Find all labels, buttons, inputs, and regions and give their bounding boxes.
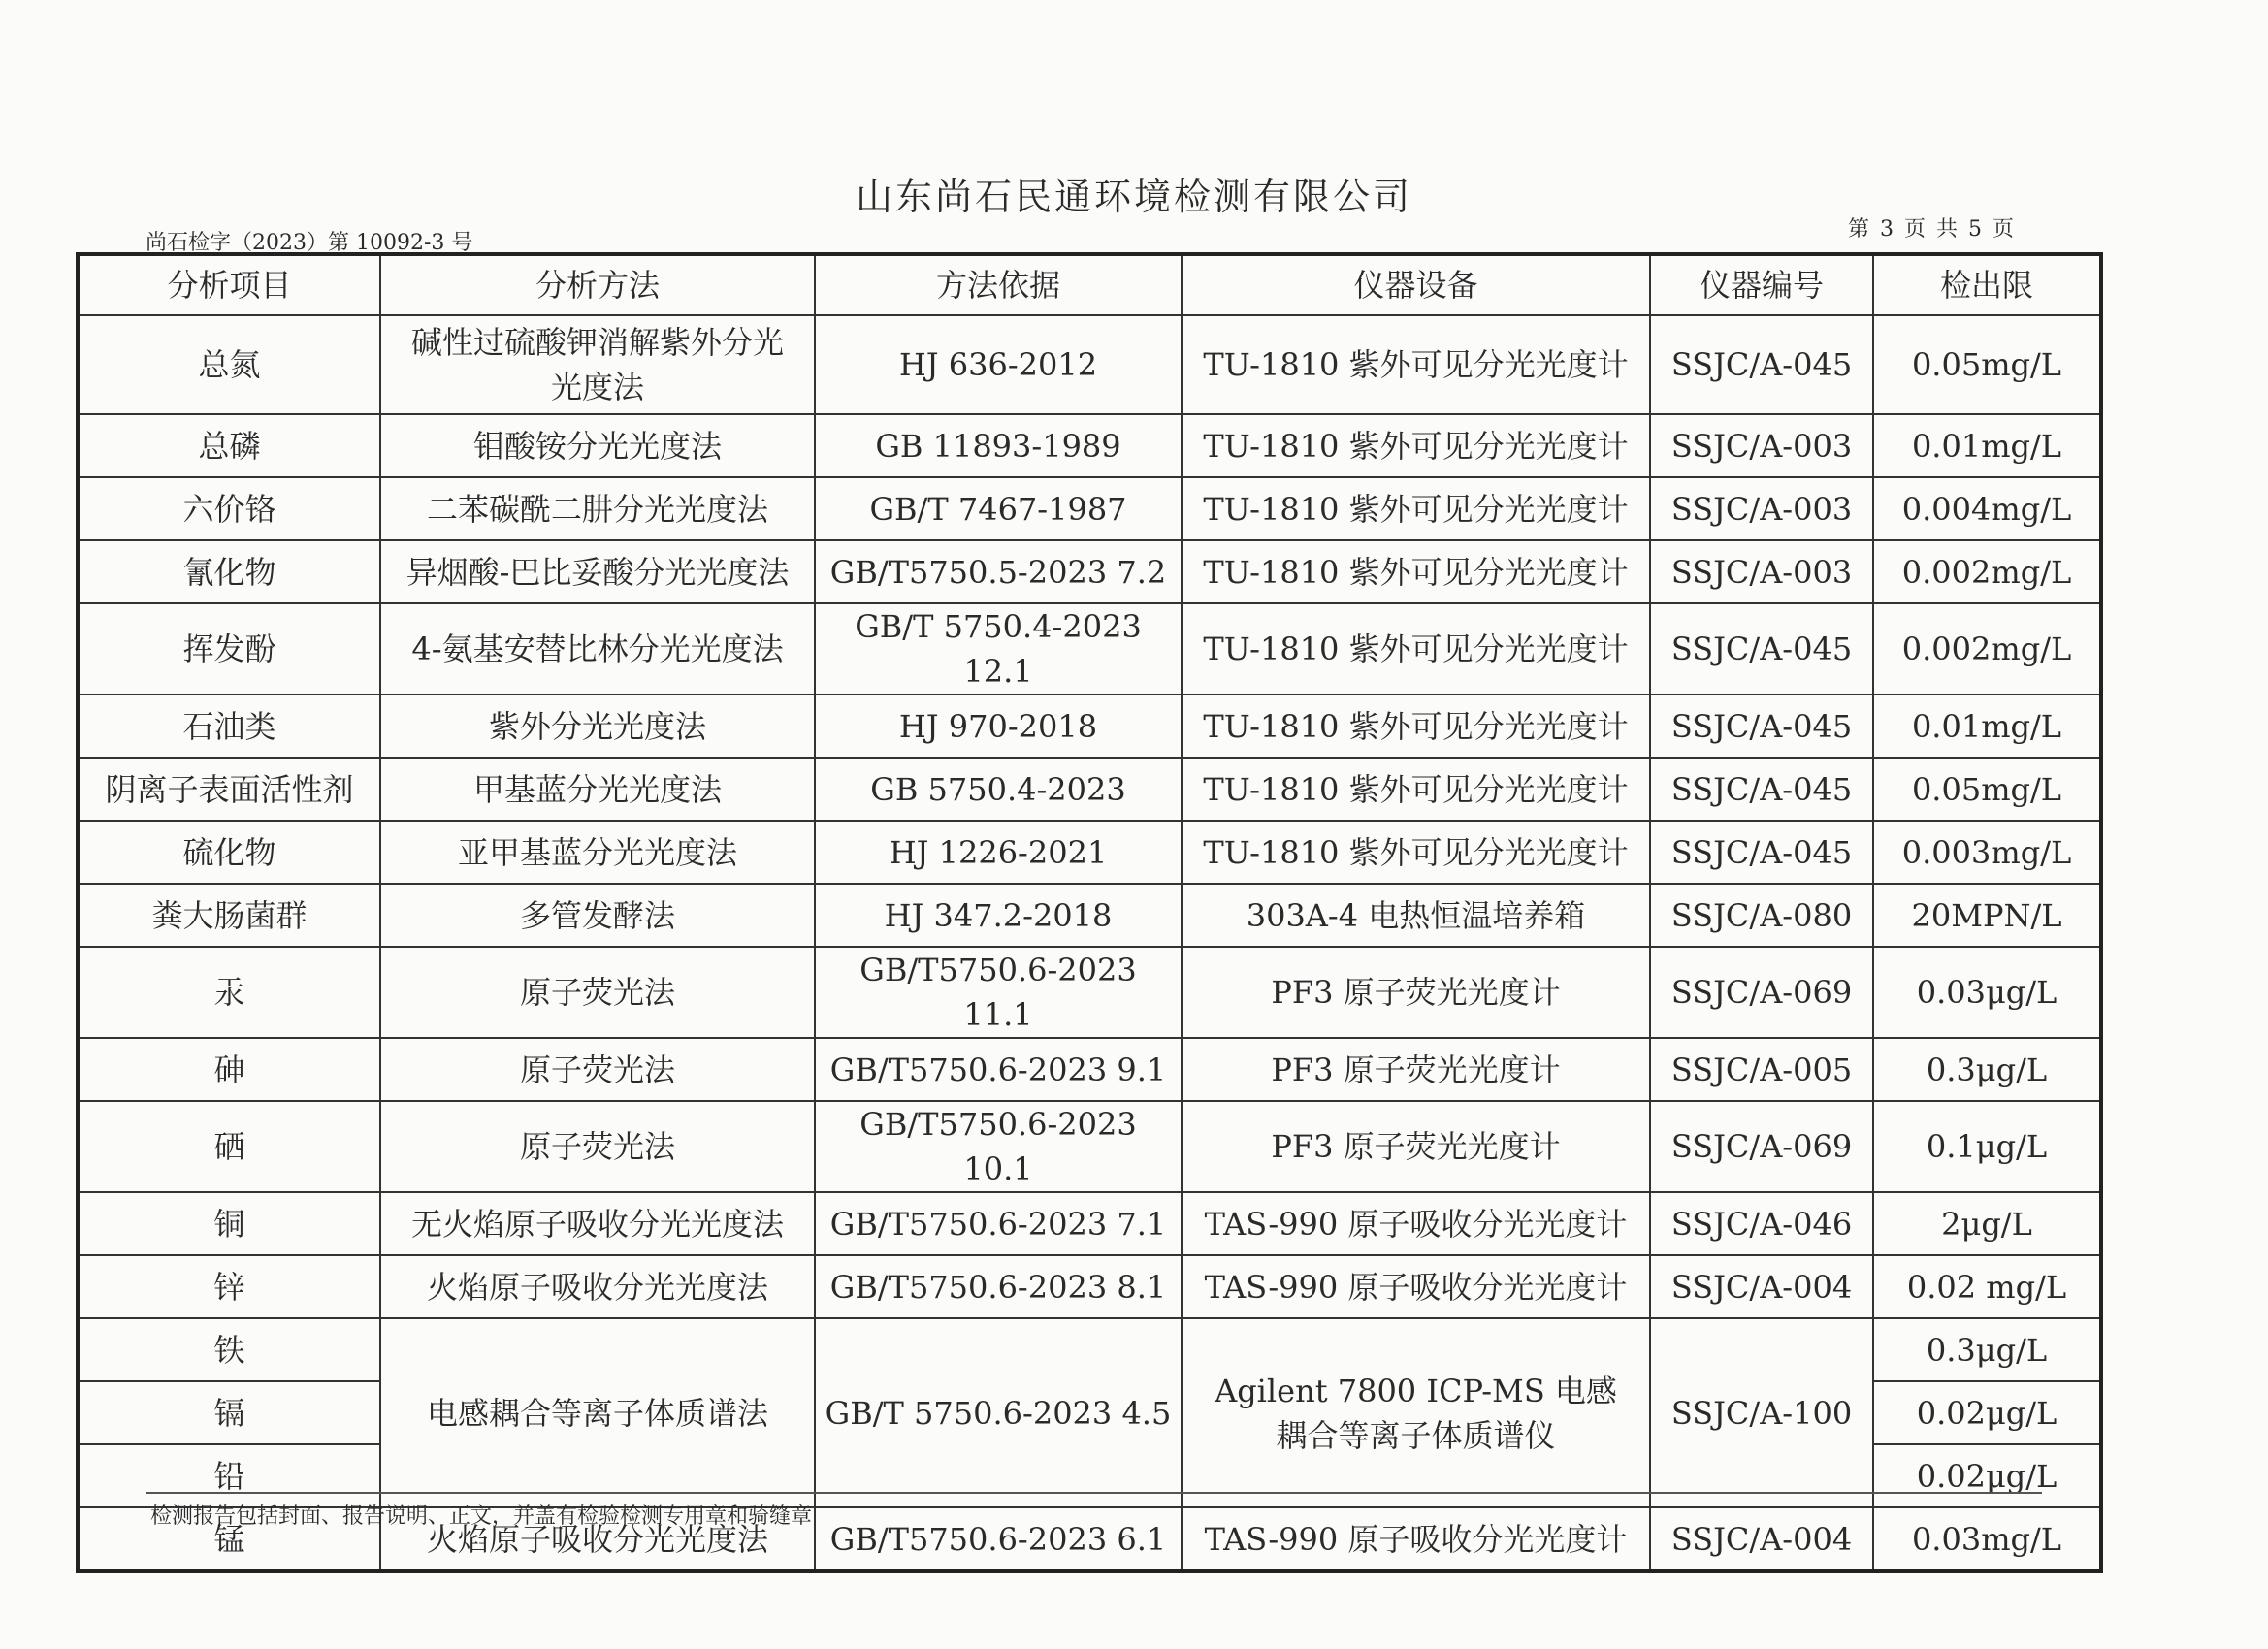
instrument-code-cell: SSJC/A-045: [1650, 315, 1873, 414]
instrument-code-cell: SSJC/A-004: [1650, 1255, 1873, 1318]
method-basis-cell: GB/T5750.6-2023 11.1: [815, 947, 1182, 1038]
instrument-cell: 303A-4 电热恒温培养箱: [1182, 884, 1650, 947]
column-header: 检出限: [1873, 254, 2101, 315]
method-basis-cell: GB/T 7467-1987: [815, 477, 1182, 540]
instrument-cell: TAS-990 原子吸收分光光度计: [1182, 1192, 1650, 1255]
instrument-code-cell: SSJC/A-003: [1650, 540, 1873, 603]
instrument-cell: TU-1810 紫外可见分光光度计: [1182, 603, 1650, 695]
detection-limit-cell: 0.1μg/L: [1873, 1101, 2101, 1192]
instrument-cell: TU-1810 紫外可见分光光度计: [1182, 821, 1650, 884]
analysis-item-cell: 锌: [78, 1255, 380, 1318]
instrument-cell: PF3 原子荧光光度计: [1182, 1038, 1650, 1101]
analysis-method-cell: 火焰原子吸收分光光度法: [380, 1507, 815, 1571]
instrument-code-cell: SSJC/A-045: [1650, 758, 1873, 821]
method-basis-cell: HJ 970-2018: [815, 695, 1182, 758]
instrument-code-cell: SSJC/A-080: [1650, 884, 1873, 947]
method-basis-cell: GB 11893-1989: [815, 414, 1182, 477]
table-row: [78, 414, 2101, 477]
analysis-item-cell: 总氮: [78, 315, 380, 414]
table-row: [78, 1038, 2101, 1101]
analysis-method-cell: 钼酸铵分光光度法: [380, 414, 815, 477]
table-row: [78, 1101, 2101, 1192]
instrument-cell: Agilent 7800 ICP-MS 电感耦合等离子体质谱仪: [1182, 1318, 1650, 1507]
table-row: [78, 603, 2101, 695]
detection-limit-cell: 0.05mg/L: [1873, 758, 2101, 821]
table-row: [78, 695, 2101, 758]
analysis-item-cell: 铜: [78, 1192, 380, 1255]
detection-limit-cell: 0.02μg/L: [1873, 1381, 2101, 1444]
analysis-item-cell: 总磷: [78, 414, 380, 477]
analysis-method-cell: 电感耦合等离子体质谱法: [380, 1318, 815, 1507]
analysis-method-cell: 异烟酸-巴比妥酸分光光度法: [380, 540, 815, 603]
instrument-cell: PF3 原子荧光光度计: [1182, 1101, 1650, 1192]
analysis-method-cell: 火焰原子吸收分光光度法: [380, 1255, 815, 1318]
column-header: 分析项目: [78, 254, 380, 315]
table-row: [78, 540, 2101, 603]
table-row: [78, 1255, 2101, 1318]
company-name: 山东尚石民通环境检测有限公司: [855, 176, 1412, 218]
analysis-item-cell: 六价铬: [78, 477, 380, 540]
analysis-method-cell: 原子荧光法: [380, 947, 815, 1038]
analysis-method-cell: 无火焰原子吸收分光光度法: [380, 1192, 815, 1255]
analysis-method-cell: 4-氨基安替比林分光光度法: [380, 603, 815, 695]
instrument-code-cell: SSJC/A-100: [1650, 1318, 1873, 1507]
instrument-code-cell: SSJC/A-003: [1650, 414, 1873, 477]
detection-limit-cell: 2μg/L: [1873, 1192, 2101, 1255]
detection-limit-cell: 0.02μg/L: [1873, 1444, 2101, 1507]
instrument-code-cell: SSJC/A-046: [1650, 1192, 1873, 1255]
instrument-code-cell: SSJC/A-004: [1650, 1507, 1873, 1571]
analysis-methods-table: [76, 252, 2103, 1573]
detection-limit-cell: 0.01mg/L: [1873, 414, 2101, 477]
method-basis-cell: GB/T5750.6-2023 10.1: [815, 1101, 1182, 1192]
method-basis-cell: HJ 347.2-2018: [815, 884, 1182, 947]
table-row: [78, 477, 2101, 540]
table-row: [78, 315, 2101, 414]
method-basis-cell: GB/T 5750.6-2023 4.5: [815, 1318, 1182, 1507]
table-row: [78, 947, 2101, 1038]
analysis-method-cell: 碱性过硫酸钾消解紫外分光光度法: [380, 315, 815, 414]
instrument-cell: PF3 原子荧光光度计: [1182, 947, 1650, 1038]
instrument-cell: TU-1810 紫外可见分光光度计: [1182, 414, 1650, 477]
detection-limit-cell: 0.004mg/L: [1873, 477, 2101, 540]
instrument-cell: TAS-990 原子吸收分光光度计: [1182, 1255, 1650, 1318]
detection-limit-cell: 0.3μg/L: [1873, 1318, 2101, 1381]
report-number: 尚石检字（2023）第 10092-3 号: [146, 231, 473, 255]
analysis-item-cell: 氰化物: [78, 540, 380, 603]
instrument-code-cell: SSJC/A-045: [1650, 821, 1873, 884]
footer-note: 检测报告包括封面、报告说明、正文，并盖有检验检测专用章和骑缝章: [150, 1504, 813, 1529]
detection-limit-cell: 0.05mg/L: [1873, 315, 2101, 414]
method-basis-cell: GB/T5750.5-2023 7.2: [815, 540, 1182, 603]
analysis-method-cell: 甲基蓝分光光度法: [380, 758, 815, 821]
instrument-cell: TU-1810 紫外可见分光光度计: [1182, 695, 1650, 758]
table-header-row: [78, 254, 2101, 315]
analysis-item-cell: 铁: [78, 1318, 380, 1381]
analysis-item-cell: 粪大肠菌群: [78, 884, 380, 947]
table-row: [78, 821, 2101, 884]
column-header: 仪器设备: [1182, 254, 1650, 315]
detection-limit-cell: 0.03μg/L: [1873, 947, 2101, 1038]
table-row: [78, 1192, 2101, 1255]
detection-limit-cell: 0.01mg/L: [1873, 695, 2101, 758]
method-basis-cell: HJ 636-2012: [815, 315, 1182, 414]
table-row: [78, 884, 2101, 947]
method-basis-cell: GB/T5750.6-2023 8.1: [815, 1255, 1182, 1318]
analysis-method-cell: 二苯碳酰二肼分光光度法: [380, 477, 815, 540]
detection-limit-cell: 0.002mg/L: [1873, 540, 2101, 603]
analysis-item-cell: 硒: [78, 1101, 380, 1192]
analysis-method-cell: 亚甲基蓝分光光度法: [380, 821, 815, 884]
instrument-code-cell: SSJC/A-045: [1650, 603, 1873, 695]
instrument-code-cell: SSJC/A-069: [1650, 947, 1873, 1038]
instrument-code-cell: SSJC/A-069: [1650, 1101, 1873, 1192]
method-basis-cell: GB 5750.4-2023: [815, 758, 1182, 821]
instrument-cell: TAS-990 原子吸收分光光度计: [1182, 1507, 1650, 1571]
instrument-code-cell: SSJC/A-003: [1650, 477, 1873, 540]
analysis-item-cell: 阴离子表面活性剂: [78, 758, 380, 821]
column-header: 分析方法: [380, 254, 815, 315]
analysis-item-cell: 锰: [78, 1507, 380, 1571]
footer-divider: [146, 1492, 2042, 1494]
analysis-item-cell: 砷: [78, 1038, 380, 1101]
instrument-cell: TU-1810 紫外可见分光光度计: [1182, 758, 1650, 821]
instrument-code-cell: SSJC/A-045: [1650, 695, 1873, 758]
method-basis-cell: HJ 1226-2021: [815, 821, 1182, 884]
detection-limit-cell: 0.02 mg/L: [1873, 1255, 2101, 1318]
detection-limit-cell: 0.002mg/L: [1873, 603, 2101, 695]
analysis-method-cell: 原子荧光法: [380, 1038, 815, 1101]
method-basis-cell: GB/T5750.6-2023 7.1: [815, 1192, 1182, 1255]
analysis-method-cell: 多管发酵法: [380, 884, 815, 947]
analysis-method-cell: 原子荧光法: [380, 1101, 815, 1192]
instrument-cell: TU-1810 紫外可见分光光度计: [1182, 315, 1650, 414]
method-basis-cell: GB/T5750.6-2023 6.1: [815, 1507, 1182, 1571]
analysis-item-cell: 汞: [78, 947, 380, 1038]
detection-limit-cell: 0.3μg/L: [1873, 1038, 2101, 1101]
instrument-cell: TU-1810 紫外可见分光光度计: [1182, 477, 1650, 540]
detection-limit-cell: 0.03mg/L: [1873, 1507, 2101, 1571]
analysis-item-cell: 挥发酚: [78, 603, 380, 695]
table-row: [78, 758, 2101, 821]
detection-limit-cell: 0.003mg/L: [1873, 821, 2101, 884]
analysis-item-cell: 镉: [78, 1381, 380, 1444]
analysis-item-cell: 铅: [78, 1444, 380, 1507]
instrument-code-cell: SSJC/A-005: [1650, 1038, 1873, 1101]
detection-limit-cell: 20MPN/L: [1873, 884, 2101, 947]
page-indicator: 第 3 页 共 5 页: [1848, 217, 2016, 242]
column-header: 方法依据: [815, 254, 1182, 315]
column-header: 仪器编号: [1650, 254, 1873, 315]
analysis-method-cell: 紫外分光光度法: [380, 695, 815, 758]
method-basis-cell: GB/T 5750.4-2023 12.1: [815, 603, 1182, 695]
method-basis-cell: GB/T5750.6-2023 9.1: [815, 1038, 1182, 1101]
analysis-item-cell: 硫化物: [78, 821, 380, 884]
analysis-item-cell: 石油类: [78, 695, 380, 758]
instrument-cell: TU-1810 紫外可见分光光度计: [1182, 540, 1650, 603]
table-row: [78, 1318, 2101, 1381]
